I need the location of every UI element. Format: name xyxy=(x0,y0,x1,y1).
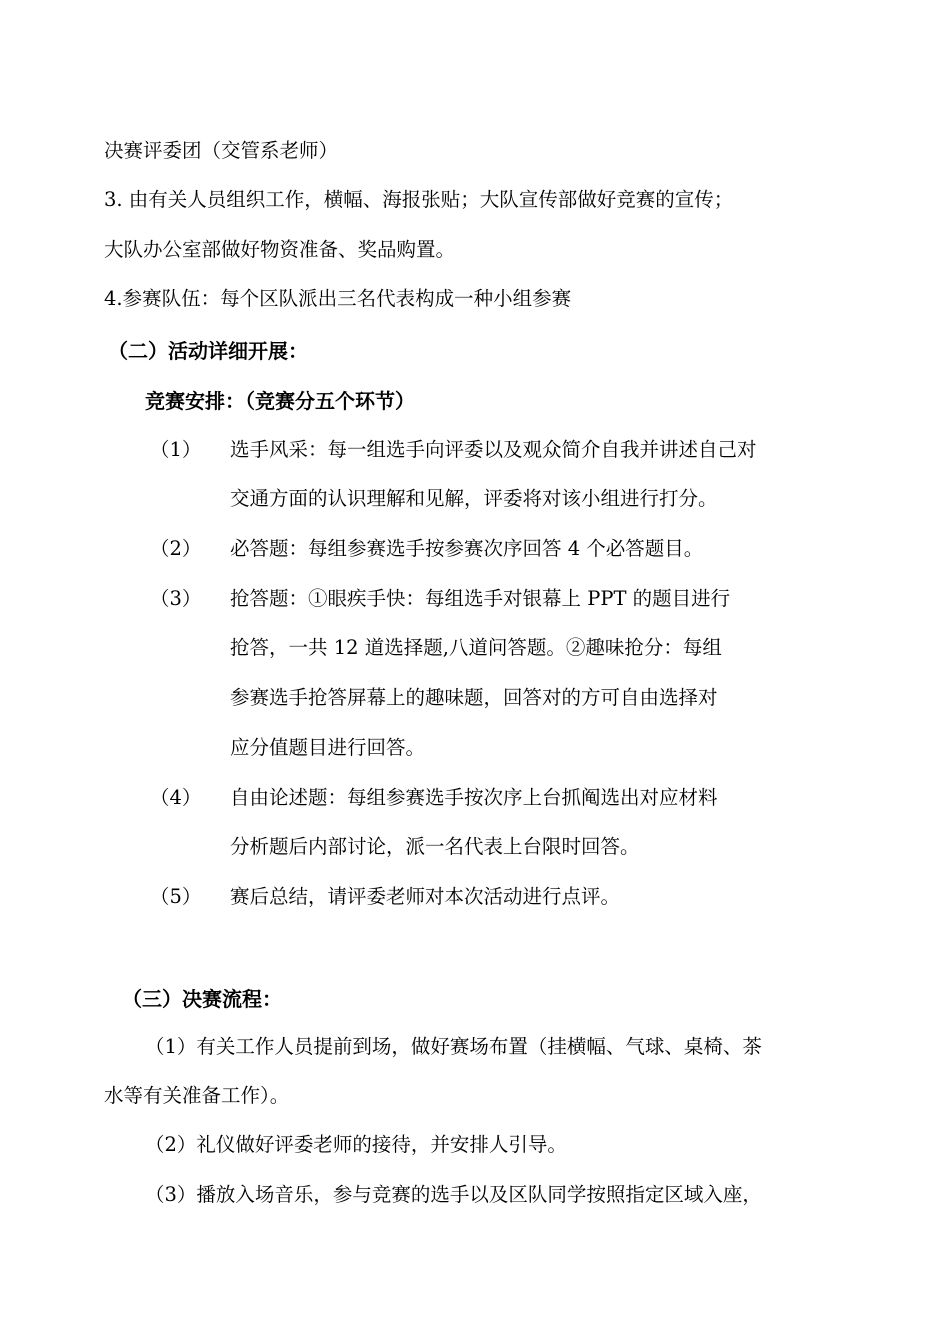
section-3-heading: （三）决赛流程： xyxy=(122,987,282,1011)
item-1-line-1: 选手风采：每一组选手向评委以及观众简介自我并讲述自己对 xyxy=(230,438,757,461)
item-3-quiz-line-4: 应分值题目进行回答。 xyxy=(230,736,426,759)
item-1-line-2: 交通方面的认识理解和见解，评委将对该小组进行打分。 xyxy=(230,487,718,510)
item-3-line-2: 大队办公室部做好物资准备、奖品购置。 xyxy=(104,238,456,261)
item-4-line: 4.参赛队伍：每个区队派出三名代表构成一种小组参赛 xyxy=(104,287,572,310)
section-2-heading: （二）活动详细开展： xyxy=(108,339,308,363)
item-2-line-1: 必答题：每组参赛选手按参赛次序回答 4 个必答题目。 xyxy=(230,537,704,560)
section-3-para-1-line-1: （1）有关工作人员提前到场，做好赛场布置（挂横幅、气球、桌椅、茶 xyxy=(145,1035,762,1058)
item-4-essay-line-2: 分析题后内部讨论，派一名代表上台限时回答。 xyxy=(230,835,640,858)
item-3-number: （3） xyxy=(150,587,202,610)
section-3-para-2: （2）礼仪做好评委老师的接待，并安排人引导。 xyxy=(145,1133,567,1156)
section-3-para-1-line-2: 水等有关准备工作）。 xyxy=(104,1084,290,1107)
item-4-essay-line-1: 自由论述题：每组参赛选手按次序上台抓阄选出对应材料 xyxy=(230,786,718,809)
item-3-quiz-line-3: 参赛选手抢答屏幕上的趣味题，回答对的方可自由选择对 xyxy=(230,686,718,709)
section-3-para-3: （3）播放入场音乐，参与竞赛的选手以及区队同学按照指定区域入座， xyxy=(145,1183,762,1206)
item-3-quiz-line-2: 抢答，一共 12 道选择题,八道问答题。②趣味抢分：每组 xyxy=(230,636,722,659)
item-5-number: （5） xyxy=(150,885,202,908)
item-3-line-1: 3. 由有关人员组织工作，横幅、海报张贴；大队宣传部做好竞赛的宣传； xyxy=(104,188,734,211)
judges-line: 决赛评委团（交管系老师） xyxy=(104,139,339,162)
item-3-quiz-line-1: 抢答题：①眼疾手快：每组选手对银幕上 PPT 的题目进行 xyxy=(230,587,731,610)
item-2-number: （2） xyxy=(150,537,202,560)
item-4-number: （4） xyxy=(150,786,202,809)
item-5-line-1: 赛后总结，请评委老师对本次活动进行点评。 xyxy=(230,885,621,908)
item-1-number: （1） xyxy=(150,438,202,461)
section-2-subheading: 竞赛安排：（竞赛分五个环节） xyxy=(145,389,415,413)
